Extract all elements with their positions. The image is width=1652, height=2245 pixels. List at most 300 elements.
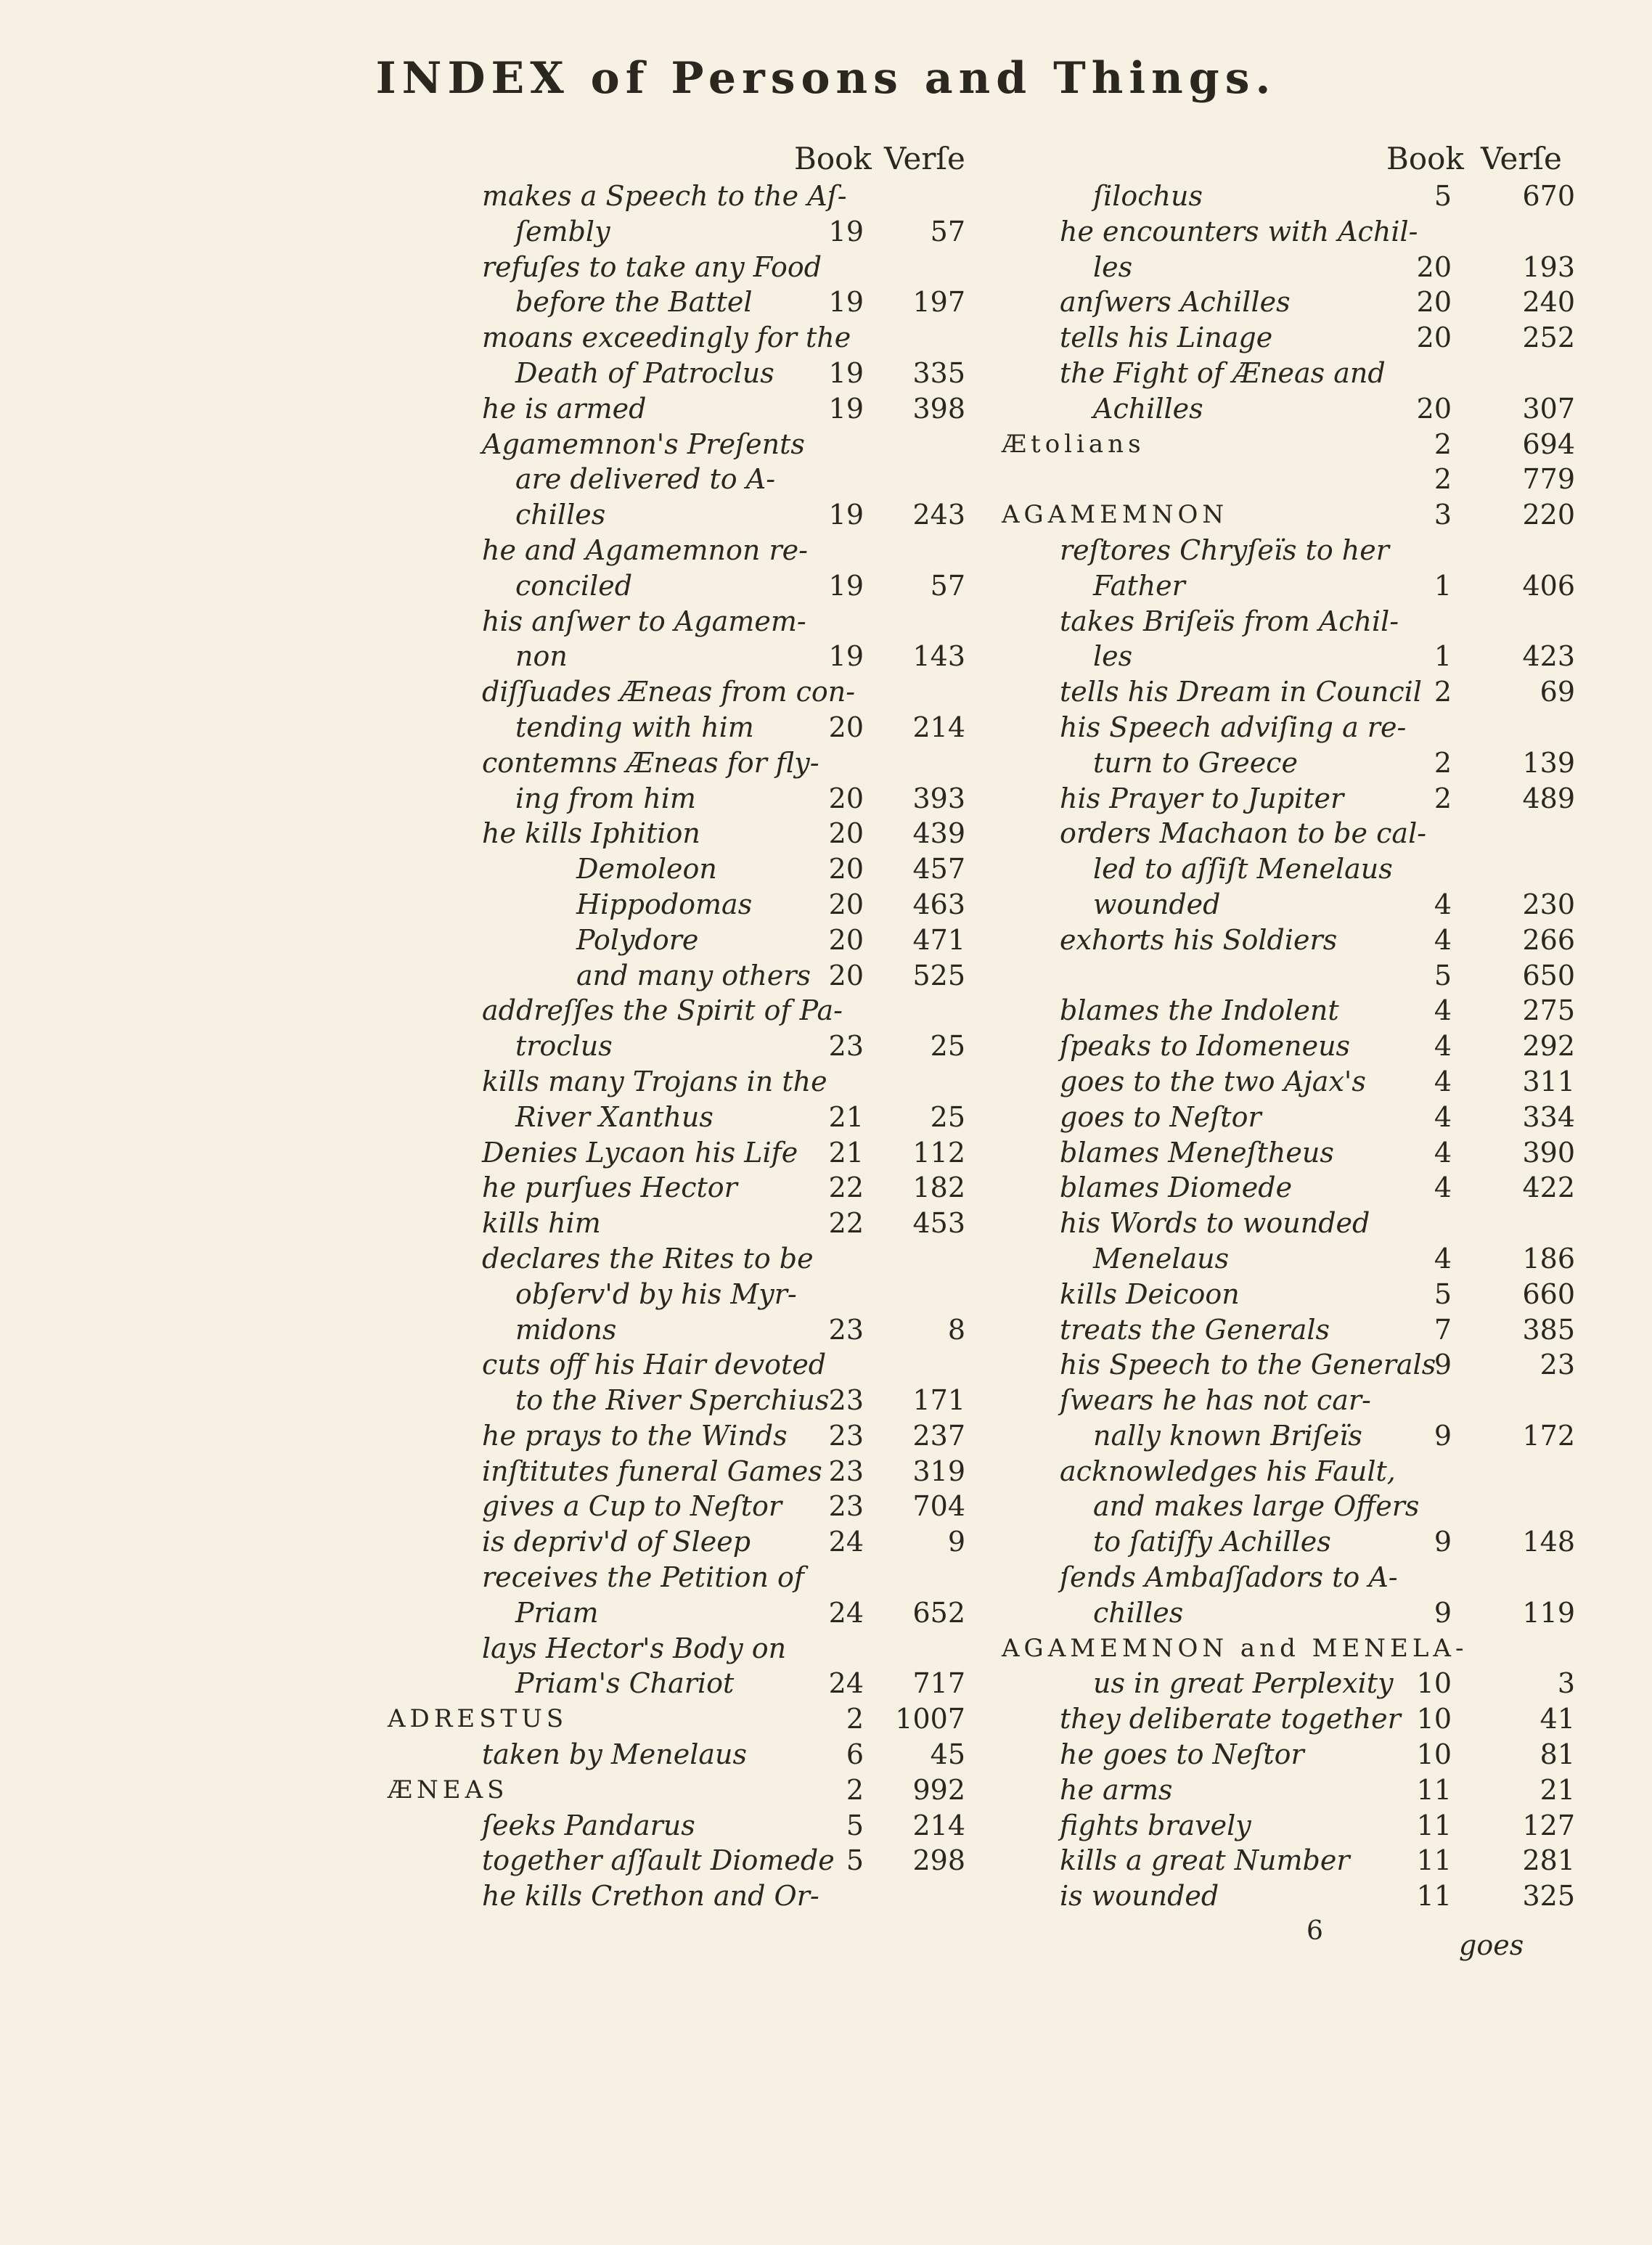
- index-entry-row: [385, 1454, 987, 1489]
- book-number: 9: [1434, 1349, 1452, 1381]
- entry-text: Menelaus: [1093, 1242, 1230, 1275]
- entry-text: they deliberate together: [1060, 1703, 1401, 1735]
- entry-text: diſſuades Æneas from con-: [482, 676, 856, 708]
- book-number: 11: [1416, 1844, 1452, 1877]
- entry-text: refuſes to take any Food: [482, 250, 822, 283]
- index-entry-row: [385, 497, 987, 533]
- book-number: 21: [828, 1136, 864, 1169]
- index-entry-row: [1002, 745, 1582, 781]
- index-entry-row: [385, 391, 987, 427]
- book-number: 4: [1434, 923, 1452, 956]
- entry-text: Father: [1093, 569, 1185, 602]
- index-entry-row: [1002, 533, 1582, 568]
- book-number: 20: [1416, 392, 1452, 425]
- entry-text: led to aſſiſt Menelaus: [1093, 853, 1393, 886]
- entry-text: tells his Dream in Council: [1060, 676, 1422, 708]
- book-number: 4: [1434, 1065, 1452, 1097]
- verse-number: 398: [912, 392, 965, 425]
- book-number: 20: [828, 711, 864, 743]
- index-entry-row: [385, 1029, 987, 1064]
- book-number: 7: [1434, 1313, 1452, 1346]
- book-number: 2: [1434, 676, 1452, 708]
- book-number: 19: [828, 392, 864, 425]
- index-entry-row: [1002, 851, 1582, 887]
- verse-number: 25: [930, 1100, 965, 1133]
- entry-text: chilles: [515, 499, 606, 531]
- entry-text: Demoleon: [576, 853, 717, 886]
- verse-number: 21: [1539, 1773, 1575, 1806]
- index-entry-row: [1002, 1737, 1582, 1772]
- entry-text: inſtitutes funeral Games: [482, 1455, 822, 1487]
- index-entry-row: [1002, 320, 1582, 356]
- catchword: goes: [1459, 1929, 1524, 1961]
- book-number: 24: [828, 1667, 864, 1700]
- index-entry-row: [1002, 427, 1582, 462]
- index-entry-row: [385, 1383, 987, 1418]
- book-number: 19: [828, 640, 864, 673]
- verse-number: 45: [930, 1738, 965, 1771]
- index-entry-row: [385, 1206, 987, 1241]
- verse-number: 298: [912, 1844, 965, 1877]
- page-title: INDEX of Persons and Things.: [375, 53, 1277, 104]
- verse-number: 393: [912, 782, 965, 814]
- book-number: 4: [1434, 1242, 1452, 1275]
- entry-text: reſtores Chryſeïs to her: [1060, 533, 1389, 566]
- book-number: 23: [828, 1490, 864, 1523]
- index-entry-row: [385, 816, 987, 851]
- entry-text: blames the Indolent: [1060, 994, 1339, 1027]
- verse-number: 704: [912, 1490, 965, 1523]
- index-entry-row: [385, 1666, 987, 1701]
- index-entry-row: [385, 993, 987, 1029]
- verse-number: 650: [1522, 959, 1575, 991]
- entry-text: his Prayer to Jupiter: [1060, 782, 1344, 814]
- index-entry-row: [1002, 1666, 1582, 1701]
- index-entry-row: [385, 1631, 987, 1667]
- book-number: 21: [828, 1100, 864, 1133]
- verse-number: 423: [1522, 640, 1575, 673]
- verse-number: 281: [1522, 1844, 1575, 1877]
- book-number: 20: [828, 817, 864, 850]
- entry-text: blames Meneſtheus: [1060, 1136, 1334, 1169]
- book-number: 20: [828, 853, 864, 886]
- entry-text: his Speech to the Generals: [1060, 1349, 1436, 1381]
- verse-number: 489: [1522, 782, 1575, 814]
- entry-text: makes a Speech to the Aſ-: [482, 180, 847, 212]
- verse-number: 457: [912, 853, 965, 886]
- book-number: 2: [1434, 782, 1452, 814]
- entry-text: tells his Linage: [1060, 322, 1273, 354]
- verse-number: 311: [1522, 1065, 1575, 1097]
- book-number: 11: [1416, 1880, 1452, 1913]
- index-entry-row: [385, 923, 987, 958]
- verse-number: 230: [1522, 888, 1575, 920]
- verse-number: 422: [1522, 1171, 1575, 1204]
- verse-number: 171: [912, 1384, 965, 1417]
- index-entry-row: [385, 533, 987, 568]
- book-number: 19: [828, 569, 864, 602]
- entry-text: he prays to the Winds: [482, 1419, 788, 1452]
- entry-text: his anſwer to Agamem-: [482, 605, 806, 637]
- index-entry-row: [1002, 887, 1582, 923]
- index-entry-row: [385, 179, 987, 214]
- verse-number: 127: [1522, 1809, 1575, 1841]
- index-entry-row: [385, 851, 987, 887]
- entry-text: and makes large Offers: [1093, 1490, 1420, 1523]
- verse-number: 266: [1522, 923, 1575, 956]
- book-number: 10: [1416, 1738, 1452, 1771]
- index-entry-row: [385, 320, 987, 356]
- verse-number: 148: [1522, 1526, 1575, 1558]
- verse-number: 275: [1522, 994, 1575, 1027]
- entry-text: goes to the two Ajax's: [1060, 1065, 1366, 1097]
- index-entry-row: [1002, 993, 1582, 1029]
- verse-number: 390: [1522, 1136, 1575, 1169]
- book-number: 22: [828, 1171, 864, 1204]
- entry-text: River Xanthus: [515, 1100, 713, 1133]
- verse-number: 220: [1522, 499, 1575, 531]
- index-entry-row: [1002, 1489, 1582, 1524]
- index-entry-row: [1002, 1347, 1582, 1383]
- book-number: 19: [828, 215, 864, 248]
- entry-text: before the Battel: [515, 286, 753, 319]
- index-entry-row: [1002, 923, 1582, 958]
- entry-text: turn to Greece: [1093, 746, 1298, 779]
- index-entry-row: [1002, 1843, 1582, 1878]
- index-entry-row: [1002, 462, 1582, 497]
- entry-text: declares the Rites to be: [482, 1242, 814, 1275]
- index-entry-row: [385, 1312, 987, 1348]
- entry-text: kills Deicoon: [1060, 1277, 1240, 1310]
- entry-text: Achilles: [1093, 392, 1203, 425]
- verse-number: 139: [1522, 746, 1575, 779]
- verse-number: 143: [912, 640, 965, 673]
- book-number: 20: [828, 782, 864, 814]
- entry-text: Polydore: [576, 923, 699, 956]
- entry-text: lays Hector's Body on: [482, 1632, 787, 1664]
- verse-number: 292: [1522, 1030, 1575, 1063]
- entry-text: troclus: [515, 1030, 613, 1063]
- index-entry-row: [1002, 1701, 1582, 1737]
- book-number: 6: [846, 1738, 864, 1771]
- book-number: 23: [828, 1455, 864, 1487]
- entry-text: AGAMEMNON: [1002, 500, 1229, 530]
- index-entry-row: [385, 1843, 987, 1878]
- entry-text: he is armed: [482, 392, 647, 425]
- verse-number: 307: [1522, 392, 1575, 425]
- book-number: 23: [828, 1030, 864, 1063]
- left-column-header: [385, 141, 987, 179]
- index-entry-row: [385, 1347, 987, 1383]
- verse-number: 463: [912, 888, 965, 920]
- verse-number: 992: [912, 1773, 965, 1806]
- entry-text: orders Machaon to be cal-: [1060, 817, 1427, 850]
- book-number: 19: [828, 286, 864, 319]
- index-entry-row: [385, 214, 987, 250]
- book-number: 20: [1416, 286, 1452, 319]
- entry-text: obſerv'd by his Myr-: [515, 1277, 797, 1310]
- entry-text: ing from him: [515, 782, 696, 814]
- index-entry-row: [385, 1241, 987, 1277]
- verse-number: 652: [912, 1596, 965, 1629]
- index-entry-row: [385, 1878, 987, 1914]
- book-number: 20: [828, 959, 864, 991]
- index-entry-row: [1002, 1241, 1582, 1277]
- verse-number: 670: [1522, 180, 1575, 212]
- entry-text: takes Briſeïs from Achil-: [1060, 605, 1399, 637]
- book-number: 5: [1434, 1277, 1452, 1310]
- entry-text: he arms: [1060, 1773, 1173, 1806]
- entry-text: addreſſes the Spirit of Pa-: [482, 994, 843, 1027]
- verse-number: 660: [1522, 1277, 1575, 1310]
- verse-number: 319: [912, 1455, 965, 1487]
- book-number: 23: [828, 1384, 864, 1417]
- index-entry-row: [385, 781, 987, 817]
- index-entry-row: [385, 1100, 987, 1135]
- book-column-label: Book: [1386, 141, 1464, 176]
- book-number: 11: [1416, 1809, 1452, 1841]
- book-number: 20: [1416, 250, 1452, 283]
- index-entry-row: [385, 1418, 987, 1454]
- entry-text: Death of Patroclus: [515, 356, 774, 389]
- entry-text: contemns Æneas for fly-: [482, 746, 819, 779]
- entry-text: his Words to wounded: [1060, 1207, 1370, 1240]
- book-number: 1: [1434, 640, 1452, 673]
- entry-text: nally known Briſeïs: [1093, 1419, 1362, 1452]
- entry-text: fights bravely: [1060, 1809, 1251, 1841]
- index-entry-row: [1002, 604, 1582, 639]
- index-entry-row: [1002, 816, 1582, 851]
- entry-text: gives a Cup to Neſtor: [482, 1490, 782, 1523]
- entry-text: ſembly: [515, 215, 610, 248]
- index-entry-row: [1002, 674, 1582, 710]
- index-entry-row: [1002, 1595, 1582, 1631]
- index-entry-row: [1002, 1418, 1582, 1454]
- entry-text: are delivered to A-: [515, 463, 776, 496]
- book-number: 4: [1434, 888, 1452, 920]
- index-entry-row: [1002, 1312, 1582, 1348]
- book-number: 5: [1434, 180, 1452, 212]
- verse-number: 214: [912, 711, 965, 743]
- index-entry-row: [1002, 1454, 1582, 1489]
- index-entry-row: [385, 285, 987, 320]
- entry-text: Priam's Chariot: [515, 1667, 735, 1700]
- entry-text: tending with him: [515, 711, 754, 743]
- entry-text: midons: [515, 1313, 617, 1346]
- verse-number: 525: [912, 959, 965, 991]
- index-entry-row: [1002, 1064, 1582, 1100]
- book-number: 3: [1434, 499, 1452, 531]
- verse-number: 112: [912, 1136, 965, 1169]
- index-entry-row: [1002, 639, 1582, 674]
- left-index-column: [385, 141, 987, 1914]
- index-entry-row: [1002, 1383, 1582, 1418]
- entry-text: receives the Petition of: [482, 1561, 804, 1594]
- entry-text: Ætolians: [1002, 429, 1145, 459]
- entry-text: Hippodomas: [576, 888, 753, 920]
- book-number: 5: [1434, 959, 1452, 991]
- book-number: 2: [1434, 746, 1452, 779]
- book-number: 2: [846, 1703, 864, 1735]
- index-entry-row: [385, 1277, 987, 1312]
- index-entry-row: [385, 674, 987, 710]
- verse-number: 439: [912, 817, 965, 850]
- entry-text: to ſatiſfy Achilles: [1093, 1526, 1331, 1558]
- verse-number: 172: [1522, 1419, 1575, 1452]
- entry-text: cuts off his Hair devoted: [482, 1349, 827, 1381]
- verse-number: 214: [912, 1809, 965, 1841]
- index-entry-row: [1002, 179, 1582, 214]
- verse-number: 182: [912, 1171, 965, 1204]
- entry-text: he kills Crethon and Or-: [482, 1880, 819, 1913]
- verse-number: 1007: [895, 1703, 965, 1735]
- entry-text: blames Diomede: [1060, 1171, 1293, 1204]
- book-number: 19: [828, 499, 864, 531]
- index-entry-row: [385, 745, 987, 781]
- book-number: 20: [828, 888, 864, 920]
- index-entry-row: [385, 568, 987, 604]
- entry-text: Denies Lycaon his Life: [482, 1136, 798, 1169]
- index-entry-row: [1002, 781, 1582, 817]
- book-number: 24: [828, 1526, 864, 1558]
- entry-text: is wounded: [1060, 1880, 1219, 1913]
- index-entry-row: [1002, 958, 1582, 994]
- index-entry-row: [385, 710, 987, 745]
- index-entry-row: [1002, 1170, 1582, 1206]
- index-entry-row: [385, 250, 987, 285]
- index-entry-row: [1002, 214, 1582, 250]
- verse-column-label: Verſe: [884, 141, 965, 176]
- index-entry-row: [385, 356, 987, 391]
- book-number: 4: [1434, 1171, 1452, 1204]
- index-entry-row: [1002, 356, 1582, 391]
- index-entry-row: [385, 1595, 987, 1631]
- entry-text: he goes to Neſtor: [1060, 1738, 1304, 1771]
- book-number: 24: [828, 1596, 864, 1629]
- verse-number: 406: [1522, 569, 1575, 602]
- entry-text: conciled: [515, 569, 633, 602]
- entry-text: Agamemnon's Preſents: [482, 428, 805, 460]
- verse-number: 57: [930, 215, 965, 248]
- entry-text: the Fight of Æneas and: [1060, 356, 1386, 389]
- index-entry-row: [385, 1560, 987, 1595]
- verse-number: 81: [1539, 1738, 1575, 1771]
- index-entry-row: [1002, 497, 1582, 533]
- entry-text: treats the Generals: [1060, 1313, 1330, 1346]
- entry-text: he encounters with Achil-: [1060, 215, 1418, 248]
- index-entry-row: [1002, 285, 1582, 320]
- index-entry-row: [1002, 1524, 1582, 1560]
- book-number: 9: [1434, 1596, 1452, 1629]
- verse-number: 385: [1522, 1313, 1575, 1346]
- index-entry-row: [385, 639, 987, 674]
- entry-text: he and Agamemnon re-: [482, 533, 808, 566]
- verse-number: 3: [1557, 1667, 1575, 1700]
- verse-number: 25: [930, 1030, 965, 1063]
- index-entry-row: [385, 1170, 987, 1206]
- entry-text: Priam: [515, 1596, 599, 1629]
- verse-number: 9: [947, 1526, 965, 1558]
- index-entry-row: [1002, 568, 1582, 604]
- verse-number: 186: [1522, 1242, 1575, 1275]
- entry-text: ſends Ambaſſadors to A-: [1060, 1561, 1398, 1594]
- index-entry-row: [385, 427, 987, 462]
- index-entry-row: [1002, 710, 1582, 745]
- book-number: 2: [1434, 463, 1452, 496]
- book-number: 11: [1416, 1773, 1452, 1806]
- book-number: 5: [846, 1809, 864, 1841]
- verse-number: 335: [912, 356, 965, 389]
- entry-text: AGAMEMNON and MENELA-: [1002, 1633, 1468, 1663]
- entry-text: acknowledges his Fault,: [1060, 1455, 1396, 1487]
- verse-number: 41: [1539, 1703, 1575, 1735]
- entry-text: non: [515, 640, 568, 673]
- index-entry-row: [385, 1489, 987, 1524]
- book-number: 9: [1434, 1419, 1452, 1452]
- index-entry-row: [385, 958, 987, 994]
- book-number: 2: [1434, 428, 1452, 460]
- entry-text: chilles: [1093, 1596, 1184, 1629]
- verse-number: 23: [1539, 1349, 1575, 1381]
- book-number: 22: [828, 1207, 864, 1240]
- verse-number: 243: [912, 499, 965, 531]
- index-entry-row: [385, 1737, 987, 1772]
- index-entry-row: [385, 462, 987, 497]
- verse-number: 325: [1522, 1880, 1575, 1913]
- book-column-label: Book: [794, 141, 872, 176]
- index-entry-row: [1002, 1772, 1582, 1808]
- right-column-header: [1002, 141, 1582, 179]
- verse-number: 779: [1522, 463, 1575, 496]
- entry-text: kills many Trojans in the: [482, 1065, 827, 1097]
- verse-number: 197: [912, 286, 965, 319]
- entry-text: and many others: [576, 959, 811, 991]
- verse-number: 453: [912, 1207, 965, 1240]
- book-number: 9: [1434, 1526, 1452, 1558]
- index-entry-row: [385, 1808, 987, 1844]
- index-entry-row: [1002, 1100, 1582, 1135]
- verse-number: 694: [1522, 428, 1575, 460]
- entry-text: ſwears he has not car-: [1060, 1384, 1371, 1417]
- entry-text: together aſſault Diomede: [482, 1844, 835, 1877]
- index-entry-row: [1002, 1560, 1582, 1595]
- entry-text: wounded: [1093, 888, 1221, 920]
- index-entry-row: [385, 1135, 987, 1171]
- index-entry-row: [1002, 1808, 1582, 1844]
- verse-number: 252: [1522, 322, 1575, 354]
- book-number: 4: [1434, 1136, 1452, 1169]
- entry-text: kills him: [482, 1207, 601, 1240]
- right-index-column: [1002, 141, 1582, 1914]
- index-entry-row: [385, 604, 987, 639]
- verse-column-label: Verſe: [1481, 141, 1562, 176]
- book-number: 23: [828, 1313, 864, 1346]
- verse-number: 193: [1522, 250, 1575, 283]
- index-entry-row: [1002, 1277, 1582, 1312]
- entry-text: ADRESTUS: [388, 1704, 568, 1734]
- verse-number: 8: [947, 1313, 965, 1346]
- entry-text: ſeeks Pandarus: [482, 1809, 695, 1841]
- entry-text: ſpeaks to Idomeneus: [1060, 1030, 1351, 1063]
- book-number: 1: [1434, 569, 1452, 602]
- book-number: 5: [846, 1844, 864, 1877]
- entry-text: anſwers Achilles: [1060, 286, 1291, 319]
- entry-text: ſilochus: [1093, 180, 1203, 212]
- index-entry-row: [1002, 1206, 1582, 1241]
- entry-text: us in great Perplexity: [1093, 1667, 1394, 1700]
- verse-number: 471: [912, 923, 965, 956]
- index-entry-row: [1002, 391, 1582, 427]
